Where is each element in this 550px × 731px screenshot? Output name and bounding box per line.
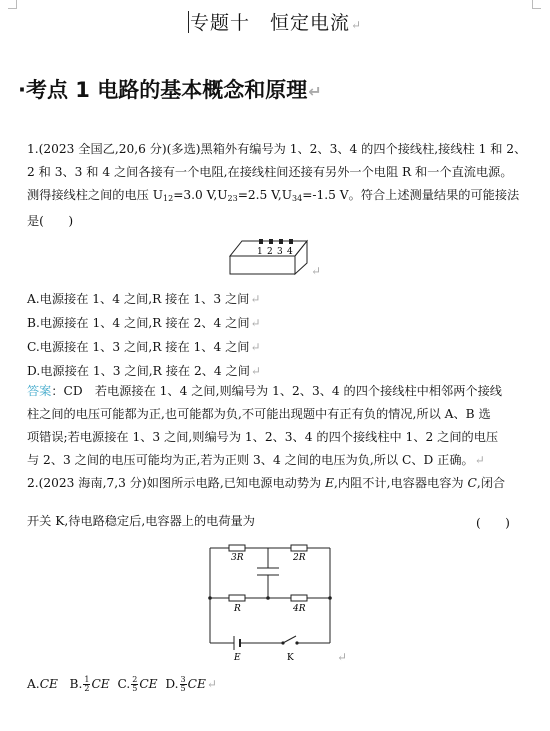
paragraph-mark-icon: ↵	[350, 18, 363, 32]
option-b: B.电源接在 1、4 之间,R 接在 2、4 之间↵	[27, 316, 261, 330]
fraction-2-5: $\frac{2}{5}$	[132, 675, 138, 693]
resistor-r	[229, 595, 245, 601]
black-box-figure	[228, 232, 324, 278]
label-r: R	[234, 604, 241, 614]
circuit-diagram	[205, 540, 335, 665]
terminal-label: 1	[257, 247, 263, 257]
option-a: A.电源接在 1、4 之间,R 接在 1、3 之间↵	[27, 292, 261, 306]
option-d: D.电源接在 1、3 之间,R 接在 2、4 之间↵	[27, 364, 261, 378]
answer-explanation: 答案：CD 若电源接在 1、4 之间,则编号为 1、2、3、4 的四个接线柱中相邻两个接线 柱之间的电压可能都为正,也可能都为负,不可能出现题中有正有负的情况,所以 A、B 选 项错误;若电源接在 1、3 之间,则编号为 1、2、3、4 的四个接线柱中 1、2 之间的电压 与 2、3 之间的电压可能均为正,若为正则 3、4 之间的电压为负,所以 C、D 正确。↵	[27, 384, 502, 467]
fraction-3-5: $\frac{3}{5}$	[180, 675, 186, 693]
answer-label: 答案	[27, 384, 52, 398]
paragraph-mark-icon: ↵	[308, 82, 322, 101]
answer-blank: ( )	[476, 516, 510, 530]
label-3r: 3R	[231, 553, 244, 563]
section-heading: ·考点 1 电路的基本概念和原理↵	[18, 78, 322, 102]
terminal-label: 2	[267, 247, 273, 257]
terminal-label: 4	[287, 247, 293, 257]
label-2r: 2R	[293, 553, 306, 563]
question-1-stem: 1.(2023 全国乙,20,6 分)(多选)黑箱外有编号为 1、2、3、4 的四个接线柱,接线柱 1 和 2、 2 和 3、3 和 4 之间各接有一个电阻,在接线柱间还接有另外一个电阻 R 和一个直流电源。 测得接线柱之间的电压 $U_{12}=3.0$ $V,U_{23}=2.5$ $V,U_{34}=-1.5$ V。符合上述测量结果的可能接法 是( )	[27, 142, 527, 228]
terminal-label: 3	[277, 247, 283, 257]
option-c: C.电源接在 1、3 之间,R 接在 1、4 之间↵	[27, 340, 261, 354]
question-2-stem-line2: 开关 K,待电路稳定后,电容器上的电荷量为	[27, 514, 255, 528]
label-k: K	[287, 653, 294, 663]
document-title: 专题十 恒定电流↵	[189, 12, 363, 34]
fraction-1-2: $\frac{1}{2}$	[84, 675, 90, 693]
resistor-3r	[229, 545, 245, 551]
label-e: E	[234, 653, 241, 663]
label-4r: 4R	[293, 604, 306, 614]
paragraph-mark-icon: ↵	[311, 264, 322, 278]
resistor-4r	[291, 595, 307, 601]
resistor-2r	[291, 545, 307, 551]
question-2-stem: 2.(2023 海南,7,3 分)如图所示电路,已知电源电动势为 E,内阻不计,电容器电容为 C,闭合	[27, 476, 506, 490]
switch-symbol	[281, 636, 298, 645]
text-cursor	[188, 11, 189, 33]
q2-options: A.CE B. $\frac{1}{2}$ CE C. $\frac{2}{5}$ CE D. $\frac{3}{5}$ CE↵	[27, 675, 217, 693]
paragraph-mark-icon: ↵	[337, 650, 348, 664]
battery-symbol	[234, 636, 240, 650]
